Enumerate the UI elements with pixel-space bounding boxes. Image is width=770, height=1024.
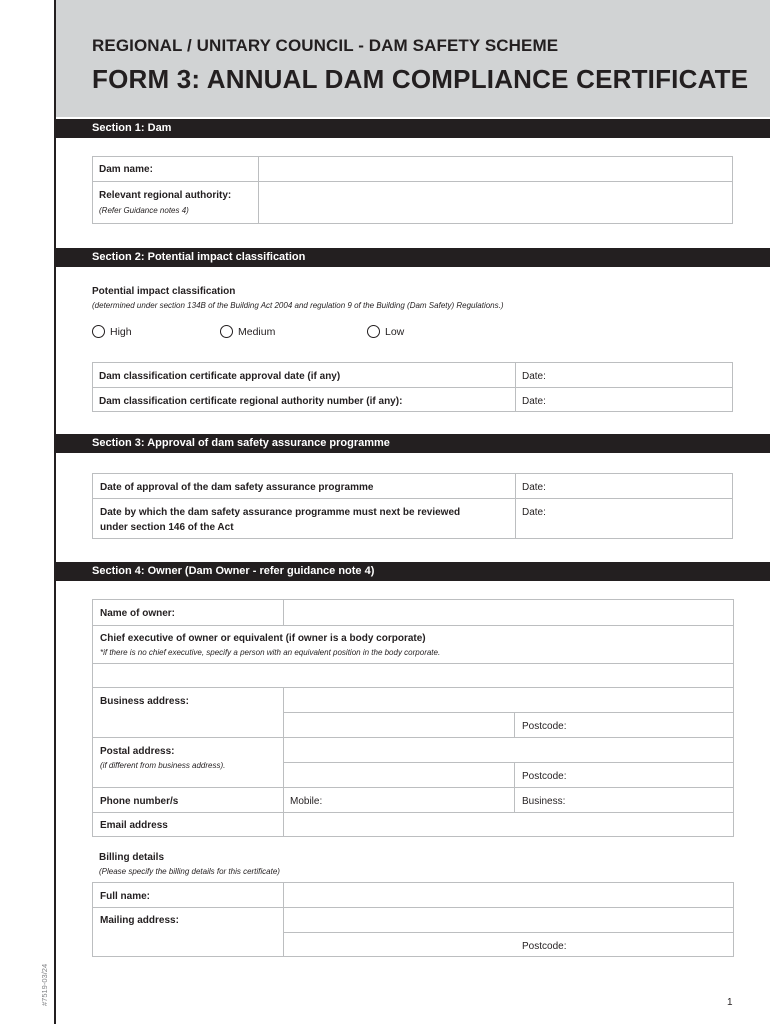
page-number: 1 [727,997,733,1008]
section-2-table [92,362,733,412]
classification-approval-date-field[interactable]: Date: [522,371,546,382]
mailing-postcode-field[interactable]: Postcode: [522,941,567,952]
radio-medium-label: Medium [238,325,276,338]
business-address-field[interactable] [284,688,733,712]
postal-address-label: Postal address: [100,746,175,757]
section-1-table [92,156,733,224]
radio-circle-icon[interactable] [92,325,105,338]
postal-postcode-field[interactable]: Postcode: [522,771,567,782]
dam-name-field[interactable] [259,157,732,181]
mailing-address-label: Mailing address: [100,915,179,926]
owner-name-label: Name of owner: [100,608,176,619]
mailing-address-field[interactable] [284,908,733,932]
billing-note: (Please specify the billing details for this certificate) [99,867,280,876]
full-name-field[interactable] [284,883,733,907]
classification-label: Potential impact classification [92,286,236,297]
section-1-heading: Section 1: Dam [56,119,770,138]
radio-circle-icon[interactable] [220,325,233,338]
section-3-table [92,473,733,539]
postal-address-field[interactable] [284,738,733,762]
programme-approval-date-field[interactable]: Date: [522,482,546,493]
billing-label: Billing details [99,852,165,863]
business-postcode-field[interactable]: Postcode: [522,721,567,732]
radio-circle-icon[interactable] [367,325,380,338]
classification-note: (determined under section 134B of the Building Act 2004 and regulation 9 of the Building (Dam Safety) Regulations.) [92,301,504,310]
chief-executive-note: *if there is no chief executive, specify a person with an equivalent position in the body corporate. [100,648,441,657]
form-header [56,0,770,117]
section-4-heading: Section 4: Owner (Dam Owner - refer guidance note 4) [56,562,770,581]
chief-executive-label: Chief executive of owner or equivalent (if owner is a body corporate) [100,633,426,644]
classification-authority-number-label: Dam classification certificate regional authority number (if any): [99,396,403,407]
left-margin-rule [54,0,56,1024]
full-name-label: Full name: [100,891,151,902]
postal-address-note: (if different from business address). [100,761,226,770]
programme-review-date-field[interactable]: Date: [522,507,546,518]
form-title: FORM 3: ANNUAL DAM COMPLIANCE CERTIFICATE [92,64,749,94]
mobile-field[interactable]: Mobile: [290,796,323,807]
programme-approval-label: Date of approval of the dam safety assurance programme [100,482,374,493]
email-label: Email address [100,820,168,831]
radio-low-label: Low [385,325,405,338]
business-phone-field[interactable]: Business: [522,796,566,807]
phone-label: Phone number/s [100,796,179,807]
programme-review-label-line2: under section 146 of the Act [100,522,234,533]
radio-high-label: High [110,325,132,338]
email-field[interactable] [284,813,733,836]
section-2-heading: Section 2: Potential impact classification [56,248,770,267]
radio-high[interactable] [92,325,132,338]
regional-authority-label: Relevant regional authority: [99,190,232,201]
chief-executive-field[interactable] [93,664,733,687]
programme-review-label-line1: Date by which the dam safety assurance programme must next be reviewed [100,507,461,518]
dam-name-label: Dam name: [99,164,153,175]
classification-approval-date-label: Dam classification certificate approval date (if any) [99,371,341,382]
radio-low[interactable] [367,325,404,338]
radio-medium[interactable] [220,325,275,338]
owner-name-field[interactable] [284,600,733,625]
document-id: #7519-03/24 [40,963,49,1006]
regional-authority-field[interactable] [259,182,732,223]
regional-authority-note: (Refer Guidance notes 4) [99,206,189,215]
owner-table [92,599,734,837]
form-subtitle: REGIONAL / UNITARY COUNCIL - DAM SAFETY SCHEME [92,36,559,55]
billing-table [92,882,734,957]
business-address-label: Business address: [100,696,189,707]
section-3-heading: Section 3: Approval of dam safety assurance programme [56,434,770,453]
classification-authority-number-date-field[interactable]: Date: [522,396,546,407]
